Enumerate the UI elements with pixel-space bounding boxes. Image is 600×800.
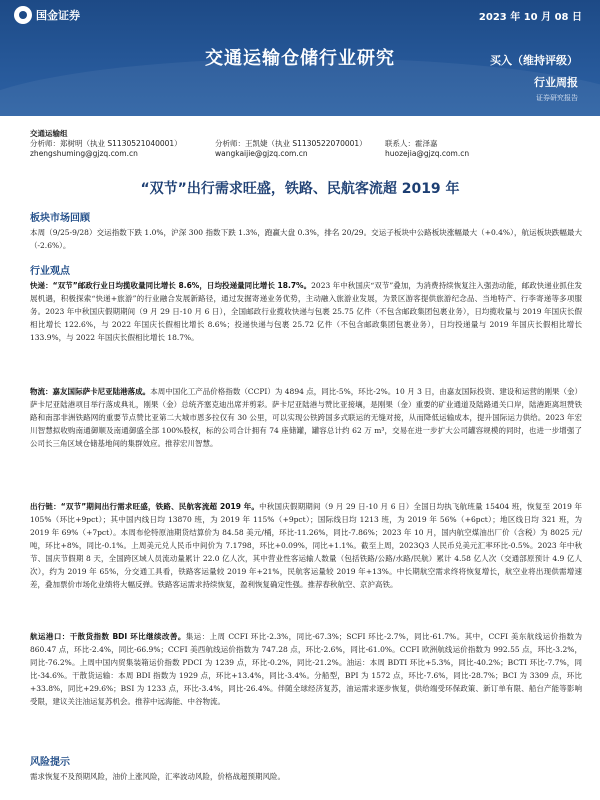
report-headline: “双节”出行需求旺盛，铁路、民航客流超 2019 年 [140,181,460,197]
travel-text: 中秋国庆假期期间（9 月 29 日-10 月 6 日）全国日均执飞航班量 15404 班，恢复至 2019 年 105%（环比+9pct）；其中国内线日均 13870 班，为 2019 年 115%（+9pct）；国际线日均 1213 班，为 2019 年 56%（+6pct）；地区线日均 321 班，为 2019 年 69%（+7pct）。本周布伦特原油期货结算价为 84.58 美元/桶，环比-11.26%，同比-7.86%；2023 年 10 月，国内航空煤油出厂价（含税）为 8025 元/吨，环比+8%，同比-0.1%。上周美元兑人民币中间价为 7.1798，环比+0.09%，同比+1.1%。截至上周，2023Q3 人民币兑美元汇率环比-0.5%。2023 年中秋节、国庆节假期 8 天，全国跨区域人员流动量累计 22.0 亿人次，其中营业性客运输人数量（包括铁路/公路/水路/民航）累计 4.58 亿人次（交通部原预计 4.9 亿人次），约为 2019 年 65%，分交通工具看，铁路客运量较 2019 年+21%，民航客运量较 2019 年+13%。中长期航空需求终将恢复增长，航空业将出现供需增速差，叠加票价市场化业绩将大幅反弹。铁路客运需求持续恢复，盈利恢复确定性强。推荐春秋航空、京沪高铁。 [30,502,583,589]
report-type: 行业周报 [534,76,578,89]
report-date: 2023 年 10 月 08 日 [478,12,582,23]
report-title: 交通运输仓储行业研究 [205,48,395,69]
risk-text: 需求恢复不及预期风险，油价上涨风险，汇率波动风险，价格战超预期风险。 [30,772,285,781]
express-text: 2023 年中秋国庆“双节”叠加，为消费持续恢复注入强劲动能，邮政快递业抓住发展机遇，积极探索“快递+旅游”的行业融合发展新路径，通过发掘寄递业务优势，主动融入旅游业发展，为景区游客提供旅游纪念品、当地特产、行李寄递等多项服务。2023 年中秋国庆假期期间（9 月 29 日-10 月 6 日），全国邮政行业揽收快递与包裹 25.75 亿件（不包含邮政集团包裹业务），日均揽收量与 2019 年国庆长假相比增长 122.6%，与 2022 年国庆长假相比增长 8.6%；投递快递与包裹 25.72 亿件（不包含邮政集团包裹业务），日均投递量与 2019 年国庆长假相比增长 133.9%，与 2022 年国庆长假相比增长 18.7%。 [30,281,582,342]
market-review-text: 本周（9/25-9/28）交运指数下跌 1.0%，沪深 300 指数下跌 1.3%，跑赢大盘 0.3%，排名 20/29。交运子板块中公路板块涨幅最大（+0.4%），航运板块跌幅最大（-2.6%）。 [30,228,582,250]
logistics-lead: 物流：嘉友国际萨卡尼亚陆港落成。 [30,387,151,396]
logo-icon [14,6,32,24]
section-title-market: 板块市场回顾 [30,213,90,224]
contact-name: 联系人：霍泽嘉 [385,139,438,148]
company-logo [14,6,80,24]
analyst-2-email: wangkaijie@gjzq.com.cn [215,149,308,158]
contact-email: huozejia@gjzq.com.cn [385,149,470,158]
report-subtype: 证券研究报告 [536,94,578,102]
travel-lead: 出行链：“双节”期间出行需求旺盛，铁路、民航客流超 2019 年。 [30,502,260,511]
logistics-paragraph [30,385,582,450]
analyst-info [30,129,580,159]
section-title-risk: 风险提示 [30,757,70,768]
rating-label: 买入（维持评级） [490,54,578,67]
logo-text: 国金证券 [36,9,80,22]
travel-paragraph [30,500,582,591]
analyst-2-name: 分析师：王凯婕（执业 S1130522070001） [215,139,367,148]
shipping-paragraph [30,630,582,708]
sector-label: 交通运输组 [30,129,68,138]
express-lead: 快递：“双节”邮政行业日均揽收量同比增长 8.6%，日均投递量同比增长 18.7%。 [30,281,312,290]
analyst-1-email: zhengshuming@gjzq.com.cn [30,149,138,158]
analyst-1-name: 分析师：郑树明（执业 S1130521040001） [30,139,182,148]
shipping-lead: 航运港口：干散货指数 BDI 环比继续改善。 [30,632,186,641]
analyst-names-row [30,139,580,149]
analyst-emails-row [30,149,580,159]
report-header-band [0,0,600,116]
express-paragraph [30,279,582,344]
logistics-text: 本周中国化工产品价格指数（CCPI）为 4894 点，同比-5%，环比-2%。10 月 3 日，由嘉友国际投资、建设和运营的刚果（金）萨卡尼亚陆港项目举行落成典礼，刚果（金）总统齐塞克迪出席并剪彩。萨卡尼亚陆港与赞比亚接壤，是刚果（金）重要的矿业通道及陆路通关口岸，陆港距离坦赞铁路和南部非洲铁路网的重要节点赞比亚第二大城市恩多拉仅有 30 公里，可以实现公铁跨国多式联运的无缝对接，从而降低运输成本，提升国际运力供给。2023 年宏川智慧拟收购南通御顺及南通御盛全部 100%股权，标的公司合计拥有 74 座储罐，罐容总计约 62 万 m³，交易在进一步扩大公司罐容规模的同时，也进一步增强了公司长三角区域仓储基地间的集群效应。推荐宏川智慧。 [30,387,583,448]
section-title-view: 行业观点 [30,266,70,277]
shipping-text: 集运：上周 CCFI 环比-2.3%，同比-67.3%；SCFI 环比-2.7%，同比-61.7%。其中，CCFI 美东航线运价指数为 860.47 点，环比-2.4%，同比-66.9%；CCFI 美西航线运价指数为 747.28 点，环比-2.6%，同比-61.0%。CCFI 欧洲航线运价指数为 992.55 点，环比-3.2%，同比-76.2%。上周中国内贸集装箱运价指数 PDCI 为 1239 点，环比-0.2%，同比-21.2%。油运：本周 BDTI 环比+5.3%，同比-40.2%；BCTI 环比-7.7%，同比-34.6%。干散货运输：本周 BDI 指数为 1929 点，环比+13.4%，同比-3.4%。分船型，BPI 为 1572 点，环比-7.6%，同比-28.7%；BCI 为 3309 点，环比+33.8%，同比+29.6%；BSI 为 1233 点，环比-3.4%，同比-26.4%。伴随全球经济复苏，油运需求逐步恢复，供给端受环保政策、新订单有限、船台产能等影响受限，建议关注油运复苏机会。推荐中远海能、中谷物流。 [30,632,582,706]
